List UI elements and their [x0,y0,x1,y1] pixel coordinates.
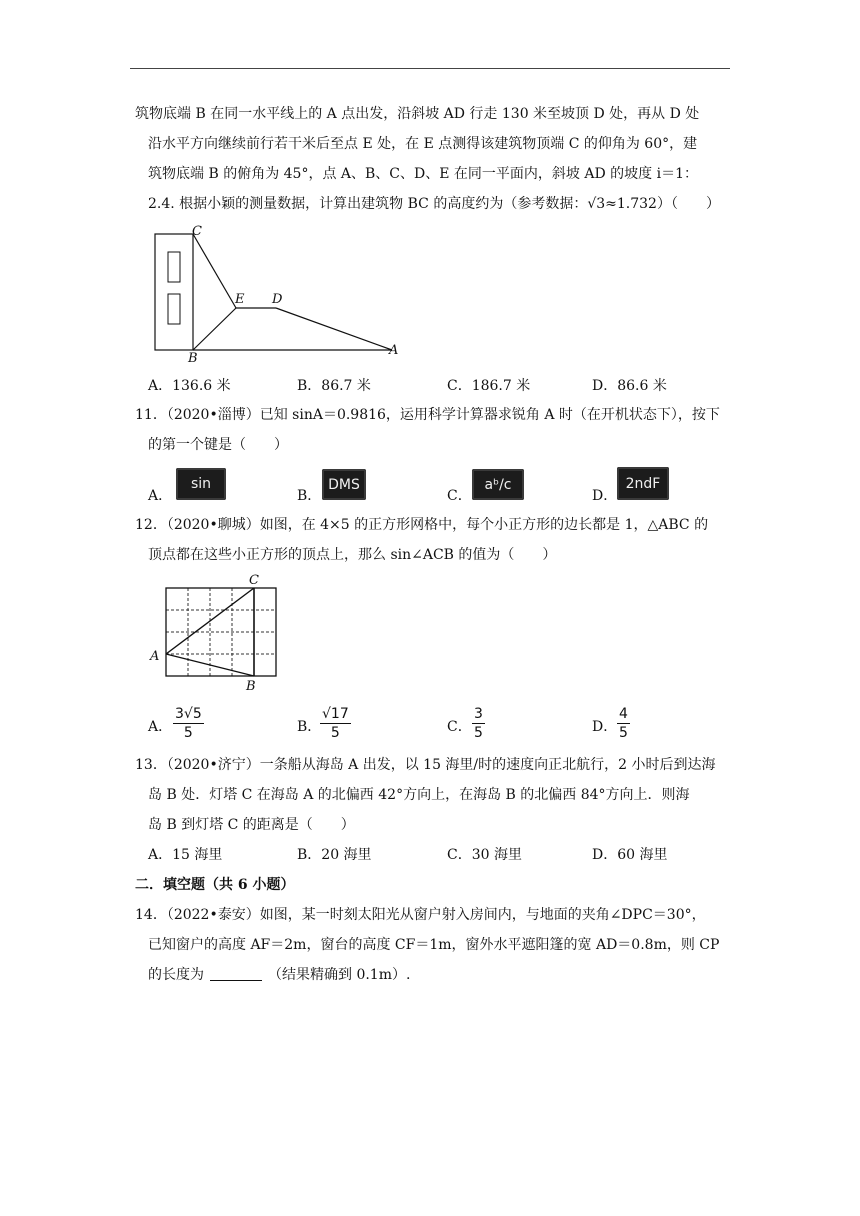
q13-line-1: 13．（2020•济宁）一条船从海岛 A 出发，以 15 海里/时的速度向正北航行，2 小时后到达海 [135,757,716,773]
grid-label-b: B [246,679,256,694]
building-window-top [168,252,180,282]
q12-option-b-fraction [320,705,351,742]
q11-option-b-letter: B． [297,488,322,504]
fraction-denominator: 5 [619,725,628,741]
label-e: E [235,292,245,307]
q12-option-b-letter: B． [297,719,322,735]
q13-line-3: 岛 B 到灯塔 C 的距离是（ ） [148,817,355,833]
q10-figure [150,222,410,362]
calculator-2ndf-key: 2ndF [617,467,669,500]
q14-line-3-before: 的长度为 [148,967,204,983]
q10-line-2: 沿水平方向继续前行若干米后至点 E 处，在 E 点测得该建筑物顶端 C 的仰角为 60°，建 [148,136,698,152]
calculator-sin-key: sin [176,468,226,500]
q14-line-3-after: （结果精确到 0.1m）. [268,967,411,983]
label-a: A [389,343,399,358]
q12-option-a-letter: A． [148,719,173,735]
building-outline [155,234,193,350]
q12-option-a-fraction [173,705,204,742]
q10-line-3: 筑物底端 B 的俯角为 45°，点 A、B、C、D、E 在同一平面内，斜坡 AD 的坡度 i＝1： [148,166,698,182]
q11-line-1: 11．（2020•淄博）已知 sinA＝0.9816，运用科学计算器求锐角 A 时（在开机状态下），按下 [135,407,720,423]
q12-option-d-fraction [617,705,630,742]
line-be [193,308,236,350]
q12-option-c-letter: C． [447,719,472,735]
q10-option-c: C．186.7 米 [447,378,531,394]
q11-line-2: 的第一个键是（ ） [148,437,288,453]
label-d: D [272,292,283,307]
q10-option-d: D．86.6 米 [592,378,667,394]
q13-option-a: A．15 海里 [148,847,223,863]
q14-line-2: 已知窗户的高度 AF＝2m，窗台的高度 CF＝1m，窗外水平遮阳篷的宽 AD＝0.8m，则 CP [148,937,720,953]
fraction-numerator: 3 [474,706,483,722]
fraction-numerator: 3√5 [175,706,202,722]
q12-option-c-fraction [472,705,485,742]
calculator-dms-key: DMS [322,469,366,500]
q10-line-4: 2.4. 根据小颖的测量数据，计算出建筑物 BC 的高度约为（参考数据：√3≈1.732）（ ） [148,196,720,212]
fraction-numerator: √17 [322,706,349,722]
q10-option-a: A．136.6 米 [148,378,231,394]
q10-line-1: 筑物底端 B 在同一水平线上的 A 点出发，沿斜坡 AD 行走 130 米至坡顶 D 处，再从 D 处 [135,106,700,122]
q11-option-d-letter: D． [592,488,618,504]
q14-line-3 [148,965,410,985]
q12-line-2: 顶点都在这些小正方形的顶点上，那么 sin∠ACB 的值为（ ） [148,547,557,563]
grid-label-a: A [150,649,160,664]
label-c: C [192,224,202,239]
q11-option-c-letter: C． [447,488,472,504]
q13-option-b: B．20 海里 [297,847,372,863]
fraction-numerator: 4 [619,706,628,722]
answer-blank[interactable] [210,966,262,981]
section-title: 二．填空题（共 6 小题） [135,877,295,893]
q12-grid-figure [148,570,288,695]
line-ce [193,234,236,308]
label-b: B [188,351,198,362]
header-rule [130,68,730,69]
q12-option-d-letter: D． [592,719,618,735]
q10-option-b: B．86.7 米 [297,378,371,394]
q12-line-1: 12．（2020•聊城）如图，在 4×5 的正方形网格中，每个小正方形的边长都是 1，△ABC 的 [135,517,709,533]
q13-line-2: 岛 B 处．灯塔 C 在海岛 A 的北偏西 42°方向上，在海岛 B 的北偏西 84°方向上．则海 [148,787,690,803]
grid-lines [166,588,276,676]
q13-option-d: D．60 海里 [592,847,668,863]
q14-line-1: 14．（2022•泰安）如图，某一时刻太阳光从窗户射入房间内，与地面的夹角∠DPC＝30°， [135,907,706,923]
grid-label-c: C [249,573,259,588]
fraction-denominator: 5 [474,725,483,741]
slope-da [276,308,392,350]
building-window-bottom [168,294,180,324]
fraction-denominator: 5 [330,725,340,741]
q11-option-a-letter: A． [148,488,173,504]
fraction-denominator: 5 [183,725,193,741]
triangle-side-ab [166,654,254,676]
calculator-fraction-key: aᵇ/c [472,469,524,500]
q13-option-c: C．30 海里 [447,847,522,863]
